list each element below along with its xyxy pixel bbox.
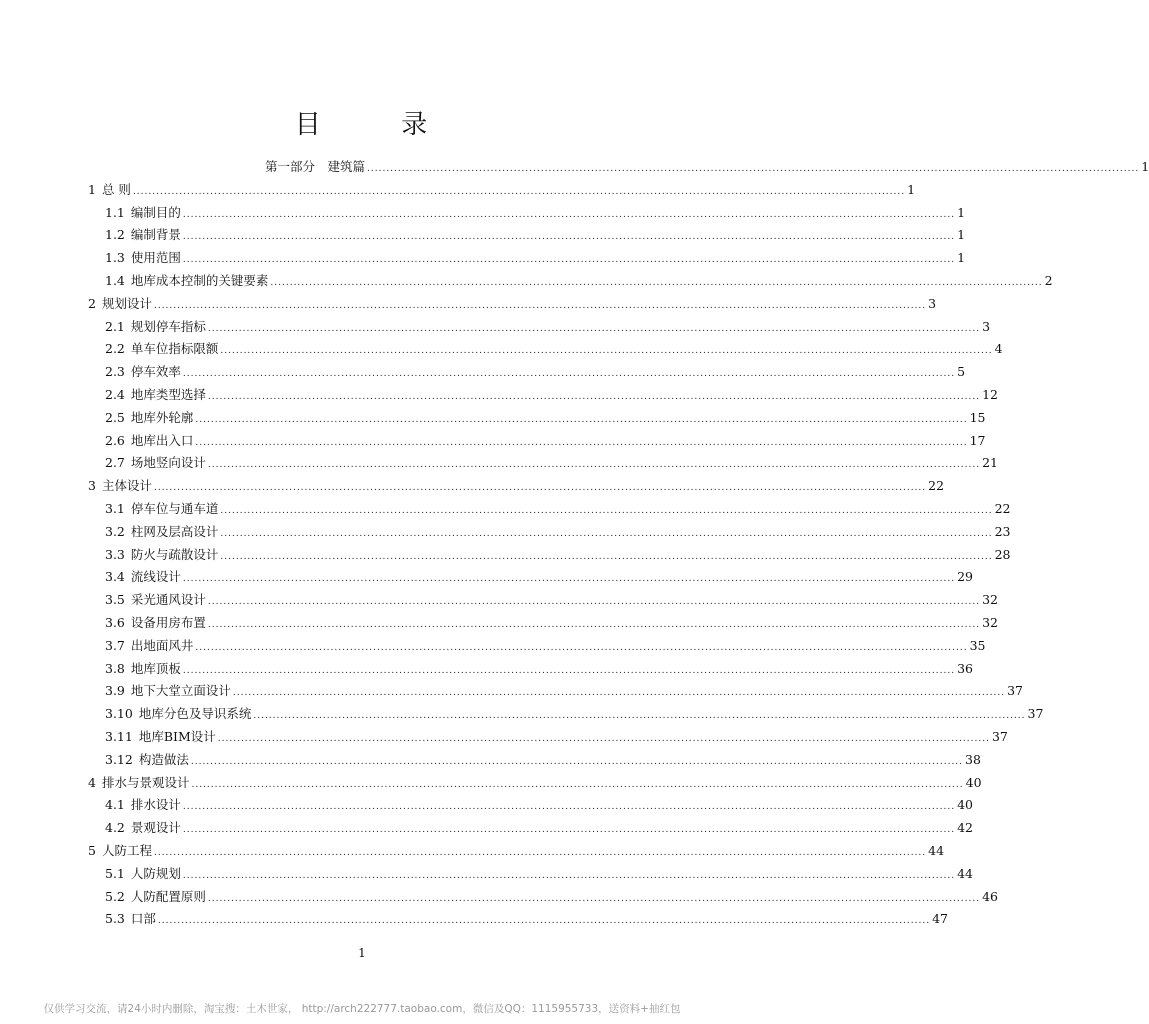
toc-entry-number: 2.1 — [105, 318, 125, 334]
toc-entry-page: 37 — [991, 729, 1008, 744]
toc-entry-page: 5 — [957, 364, 966, 380]
toc-entry-label — [105, 271, 268, 291]
toc-entry-number: 1.2 — [105, 227, 125, 243]
toc-entry-page: 35 — [969, 637, 986, 653]
toc-entry[interactable] — [105, 225, 966, 245]
toc-entry-number: 2.2 — [105, 341, 125, 357]
toc-entry[interactable] — [88, 180, 916, 200]
toc-entry[interactable] — [105, 590, 998, 610]
toc-leader-dots: ........................................................................................................................................................................................................ — [270, 278, 1043, 288]
toc-leader-dots: ........................................................................................................................................................................................................ — [182, 209, 956, 220]
toc-entry-page: 12 — [982, 387, 998, 402]
toc-entry-text: 构造做法 — [138, 751, 189, 767]
toc-entry-label — [105, 431, 193, 451]
toc-entry[interactable] — [105, 909, 948, 929]
toc-entry-text: 人防工程 — [101, 843, 152, 858]
toc-entry-label — [105, 522, 218, 542]
toc-entry-page: 37 — [1027, 706, 1044, 722]
toc-entry[interactable] — [105, 681, 1023, 701]
toc-entry-text: 地库类型选择 — [130, 387, 206, 402]
toc-leader-dots: ........................................................................................................................................................................................................ — [157, 916, 931, 927]
toc-entry-number: 2.7 — [105, 455, 125, 471]
toc-entry-page: 40 — [957, 797, 973, 813]
toc-entry-label — [88, 476, 152, 496]
toc-entry[interactable] — [105, 795, 973, 815]
toc-leader-dots: ........................................................................................................................................................................................................ — [182, 870, 956, 881]
toc-leader-dots: ........................................................................................................................................................................................................ — [220, 528, 993, 539]
toc-entry-page: 15 — [969, 409, 986, 425]
toc-entry-label — [105, 408, 193, 428]
toc-leader-dots: ........................................................................................................................................................................................................ — [182, 255, 956, 266]
toc-leader-dots: ........................................................................................................................................................................................................ — [207, 597, 981, 608]
toc-leader-dots: ........................................................................................................................................................................................................ — [132, 186, 906, 197]
toc-entry[interactable] — [88, 294, 937, 314]
toc-entry[interactable] — [265, 157, 1149, 177]
watermark-text: 仅供学习交流，请24小时内删除，淘宝搜：土木世家， http://arch222777.taobao.com，微信及QQ：1115955733，送资料+抽红包 — [43, 1003, 681, 1015]
toc-entry-text: 设备用房布置 — [130, 615, 206, 630]
toc-entry-number: 5.3 — [105, 911, 125, 927]
toc-entry-number: 3.4 — [105, 569, 125, 585]
toc-entry-number: 3.5 — [105, 592, 125, 608]
toc-entry-page: 2 — [1044, 273, 1053, 288]
toc-entry[interactable] — [105, 545, 1011, 565]
toc-leader-dots: ........................................................................................................................................................................................................ — [182, 232, 956, 243]
toc-entry-page: 22 — [928, 478, 945, 494]
toc-entry[interactable] — [105, 704, 1044, 724]
toc-entry-label — [105, 339, 218, 359]
toc-leader-dots: ........................................................................................................................................................................................................ — [190, 756, 964, 767]
toc-entry-number: 1.4 — [105, 273, 125, 288]
toc-leader-dots: ........................................................................................................................................................................................................ — [153, 483, 927, 494]
toc-entry-text: 规划停车指标 — [130, 318, 206, 334]
toc-entry-number: 3.12 — [105, 751, 133, 767]
toc-entry-text: 出地面风井 — [130, 637, 194, 653]
toc-entry-text: 地下大堂立面设计 — [130, 683, 231, 699]
toc-entry-text: 停车位与通车道 — [130, 501, 219, 516]
toc-entry-text: 地库顶板 — [130, 660, 181, 676]
toc-entry-page: 1 — [907, 181, 916, 197]
toc-entry[interactable] — [105, 522, 1011, 542]
toc-leader-dots: ........................................................................................................................................................................................................ — [195, 414, 968, 425]
toc-entry-label — [105, 317, 206, 337]
toc-entry[interactable] — [105, 636, 986, 656]
toc-leader-dots: ........................................................................................................................................................................................................ — [220, 506, 993, 516]
toc-entry-number: 1.3 — [105, 250, 125, 266]
toc-entry-label — [105, 590, 206, 610]
toc-entry-label — [88, 841, 152, 861]
document-title — [0, 104, 724, 141]
toc-entry-text: 停车效率 — [130, 364, 181, 380]
toc-leader-dots: ........................................................................................................................................................................................................ — [182, 574, 956, 585]
toc-entry-page: 44 — [928, 843, 945, 858]
toc-entry-label — [105, 818, 181, 838]
toc-entry-number: 1 — [88, 181, 96, 197]
toc-entry-page: 36 — [957, 660, 973, 676]
toc-entry-text: 地库出入口 — [130, 432, 194, 448]
toc-entry-text: 人防配置原则 — [130, 888, 206, 904]
toc-entry[interactable] — [105, 385, 998, 405]
toc-entry-label — [265, 157, 365, 177]
toc-leader-dots: ........................................................................................................................................................................................................ — [195, 437, 968, 448]
toc-entry-text: 流线设计 — [130, 569, 181, 585]
toc-leader-dots: ........................................................................................................................................................................................................ — [253, 711, 1026, 722]
toc-entry-page: 38 — [965, 751, 981, 767]
toc-entry-number: 5.1 — [105, 865, 125, 881]
toc-entry-page: 1 — [957, 250, 966, 266]
toc-entry-number: 3 — [88, 478, 96, 494]
toc-entry-number: 3.2 — [105, 523, 125, 539]
toc-entry-text: 排水设计 — [130, 797, 181, 813]
toc-entry[interactable] — [105, 727, 1008, 747]
toc-entry-page: 1 — [1141, 159, 1149, 174]
toc-leader-dots: ........................................................................................................................................................................................................ — [207, 460, 981, 471]
toc-entry-text: 景观设计 — [130, 820, 181, 836]
toc-entry-page: 17 — [969, 432, 986, 448]
toc-entry[interactable] — [105, 339, 1003, 359]
toc-entry-text: 采光通风设计 — [130, 592, 206, 608]
toc-entry-number: 2.6 — [105, 432, 125, 448]
toc-leader-dots: ........................................................................................................................................................................................................ — [182, 825, 956, 836]
toc-entry-label — [88, 773, 189, 793]
toc-entry-number: 2.4 — [105, 387, 125, 402]
toc-entry-label — [105, 499, 218, 519]
title-char-right: 录 — [401, 110, 430, 140]
toc-entry-number: 2.5 — [105, 409, 125, 425]
toc-entry-page: 23 — [994, 523, 1011, 539]
toc-leader-dots: ........................................................................................................................................................................................................ — [207, 323, 981, 334]
toc-entry-text: 防火与疏散设计 — [130, 546, 219, 562]
toc-leader-dots: ........................................................................................................................................................................................................ — [217, 734, 990, 744]
toc-entry-page: 42 — [957, 820, 973, 836]
toc-leader-dots: ........................................................................................................................................................................................................ — [153, 300, 927, 311]
toc-entry-text: 编制背景 — [130, 227, 181, 243]
toc-entry-page: 1 — [957, 227, 966, 243]
toc-leader-dots: ........................................................................................................................................................................................................ — [153, 848, 927, 858]
toc-entry[interactable] — [105, 362, 966, 382]
toc-entry[interactable] — [105, 431, 986, 451]
toc-entry[interactable] — [105, 864, 973, 884]
toc-entry-number: 2 — [88, 295, 96, 311]
toc-entry-text: 规划设计 — [101, 295, 152, 311]
toc-entry-page: 47 — [932, 911, 948, 927]
toc-leader-dots: ........................................................................................................................................................................................................ — [207, 620, 981, 630]
toc-entry[interactable] — [105, 887, 998, 907]
toc-leader-dots: ........................................................................................................................................................................................................ — [207, 893, 981, 904]
toc-entry-text: 柱网及层高设计 — [130, 523, 219, 539]
toc-entry-page: 32 — [982, 615, 998, 630]
toc-entry-label — [105, 704, 251, 724]
toc-entry-page: 1 — [957, 204, 966, 220]
toc-leader-dots: ........................................................................................................................................................................................................ — [191, 779, 964, 790]
toc-entry-text: 场地竖向设计 — [130, 455, 206, 471]
toc-entry-number: 4.1 — [105, 797, 125, 813]
toc-entry-text: 编制目的 — [130, 204, 181, 220]
toc-entry-number: 5.2 — [105, 888, 125, 904]
toc-entry-number: 3.1 — [105, 501, 125, 516]
page-number: 1 — [358, 946, 366, 960]
toc-leader-dots: ........................................................................................................................................................................................................ — [220, 551, 993, 562]
toc-entry-text: 地库成本控制的关键要素 — [130, 273, 269, 288]
toc-entry-text: 主体设计 — [101, 478, 152, 494]
title-char-left: 目 — [294, 110, 323, 140]
toc-entry-number: 2.3 — [105, 364, 125, 380]
toc-entry-number: 3.6 — [105, 615, 125, 630]
toc-entry-label — [88, 294, 152, 314]
toc-entry[interactable] — [105, 203, 966, 223]
toc-entry-label — [105, 545, 218, 565]
toc-leader-dots: ........................................................................................................................................................................................................ — [182, 369, 956, 380]
toc-entry-number: 4 — [88, 774, 96, 790]
toc-entry-label — [105, 203, 181, 223]
toc-entry-page: 3 — [982, 318, 991, 334]
toc-entry[interactable] — [105, 567, 973, 587]
toc-entry[interactable] — [105, 659, 973, 679]
toc-entry-text: 人防规划 — [130, 865, 181, 881]
toc-entry-number: 3.3 — [105, 546, 125, 562]
toc-leader-dots: ........................................................................................................................................................................................................ — [182, 665, 956, 676]
toc-entry-label — [105, 887, 206, 907]
toc-entry-text: 使用范围 — [130, 250, 181, 266]
toc-entry-label — [105, 750, 189, 770]
toc-entry-number: 3.9 — [105, 683, 125, 699]
toc-entry-number: 1.1 — [105, 204, 125, 220]
toc-entry-page: 46 — [982, 888, 998, 904]
toc-entry-text: 地库分色及导识系统 — [138, 706, 252, 722]
toc-leader-dots: ........................................................................................................................................................................................................ — [367, 164, 1140, 174]
toc-entry[interactable] — [88, 476, 945, 496]
toc-entry-label — [105, 225, 181, 245]
toc-entry[interactable] — [88, 773, 982, 793]
toc-leader-dots: ........................................................................................................................................................................................................ — [195, 642, 968, 653]
toc-entry-text: 地库外轮廓 — [130, 409, 194, 425]
toc-entry[interactable] — [105, 613, 998, 633]
toc-entry-label — [88, 180, 131, 200]
toc-entry-label — [105, 795, 181, 815]
toc-entry-label — [105, 567, 181, 587]
toc-entry-text: 地库BIM设计 — [138, 729, 216, 744]
toc-entry[interactable] — [105, 317, 991, 337]
toc-entry[interactable] — [105, 453, 998, 473]
toc-entry-label — [105, 362, 181, 382]
toc-entry-text: 排水与景观设计 — [101, 774, 190, 790]
toc-entry-page: 44 — [957, 865, 973, 881]
toc-entry-page: 37 — [1007, 683, 1023, 699]
toc-entry-text: 口部 — [130, 911, 156, 927]
toc-entry-text: 第一部分 建筑篇 — [265, 159, 366, 174]
toc-entry-number: 3.11 — [105, 729, 133, 744]
toc-entry[interactable] — [105, 818, 973, 838]
toc-entry-number: 3.7 — [105, 637, 125, 653]
toc-entry[interactable] — [105, 499, 1011, 519]
toc-entry-text: 总 则 — [101, 181, 131, 197]
toc-leader-dots: ........................................................................................................................................................................................................ — [182, 802, 956, 813]
toc-entry-number: 4.2 — [105, 820, 125, 836]
toc-entry[interactable] — [105, 248, 966, 268]
toc-leader-dots: ........................................................................................................................................................................................................ — [207, 392, 981, 402]
toc-entry-page: 40 — [965, 774, 982, 790]
toc-entry-page: 29 — [957, 569, 973, 585]
toc-leader-dots: ........................................................................................................................................................................................................ — [220, 346, 993, 357]
toc-entry[interactable] — [88, 841, 945, 861]
toc-entry-label — [105, 636, 193, 656]
toc-entry[interactable] — [105, 271, 1053, 291]
toc-entry-page: 28 — [994, 546, 1011, 562]
toc-entry-number: 3.10 — [105, 706, 133, 722]
toc-entry-page: 22 — [994, 501, 1011, 516]
toc-entry-label — [105, 659, 181, 679]
toc-entry-label — [105, 385, 206, 405]
toc-entry-page: 32 — [982, 592, 998, 608]
toc-entry-page: 3 — [928, 295, 937, 311]
toc-entry[interactable] — [105, 408, 986, 428]
toc-entry[interactable] — [105, 750, 981, 770]
toc-entry-label — [105, 681, 231, 701]
toc-entry-label — [105, 453, 206, 473]
toc-entry-number: 3.8 — [105, 660, 125, 676]
toc-entry-label — [105, 727, 216, 747]
toc-entry-label — [105, 248, 181, 268]
toc-entry-text: 单车位指标限额 — [130, 341, 219, 357]
toc-entry-label — [105, 864, 181, 884]
toc-leader-dots: ........................................................................................................................................................................................................ — [232, 688, 1006, 699]
toc-entry-number: 5 — [88, 843, 96, 858]
toc-entry-page: 21 — [982, 455, 998, 471]
toc-entry-label — [105, 909, 156, 929]
toc-entry-page: 4 — [994, 341, 1003, 357]
toc-entry-label — [105, 613, 206, 633]
